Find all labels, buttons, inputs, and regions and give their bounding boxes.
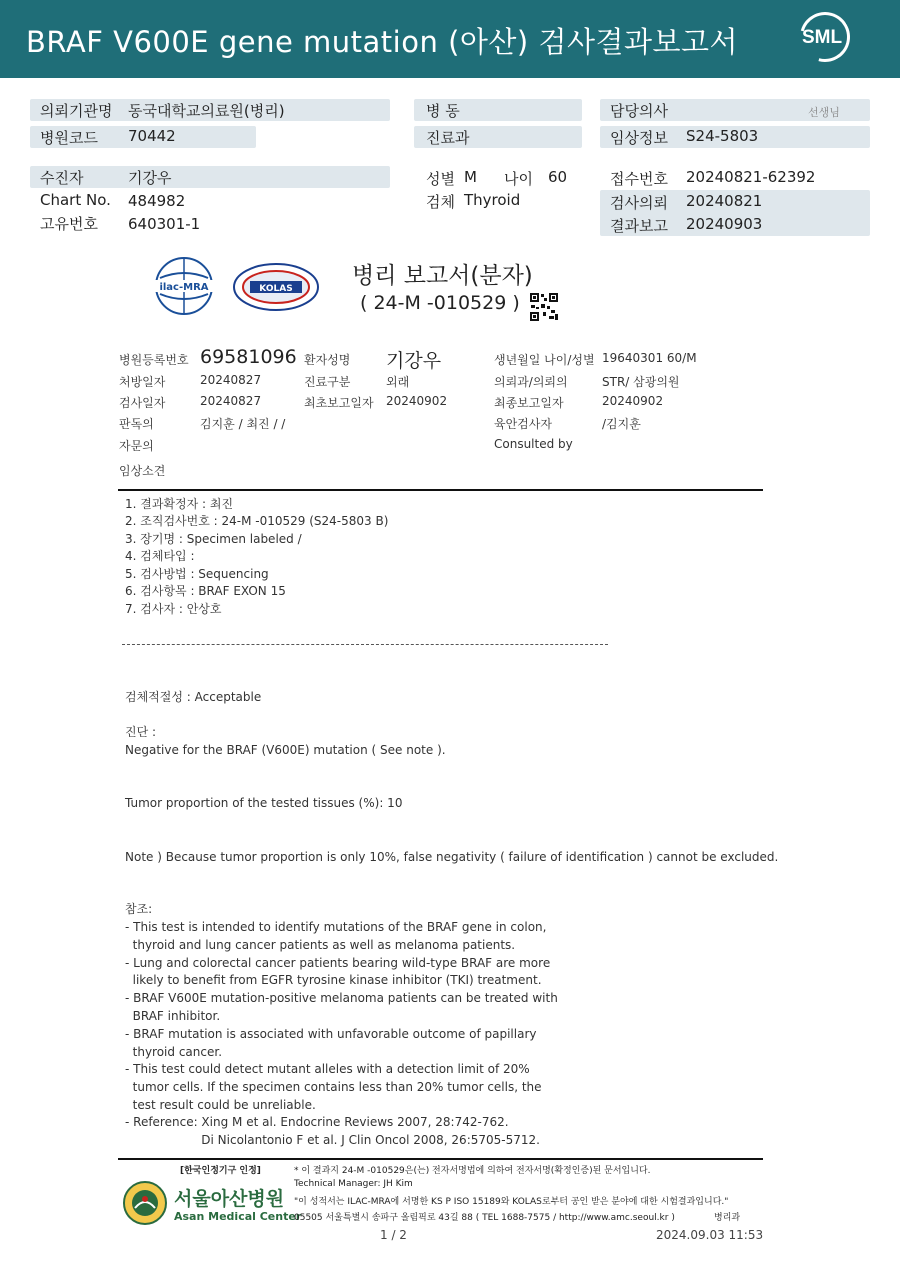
reference-line: thyroid cancer.: [125, 1045, 223, 1059]
specimen-value: Thyroid: [464, 191, 521, 209]
sml-logo: [796, 12, 854, 66]
test-date-value: 20240827: [200, 394, 262, 408]
first-report-value: 20240902: [386, 394, 448, 408]
note-text: Note ) Because tumor proportion is only 10%, false negativity ( failure of identification ) cannot be excluded.: [125, 850, 779, 864]
request-value: 20240821: [686, 192, 763, 210]
prescribed-value: 20240827: [200, 373, 262, 387]
detail-line: 4. 검체타입 :: [125, 549, 195, 563]
receipt-value: 20240821-62392: [686, 168, 816, 186]
final-report-value: 20240902: [602, 394, 664, 408]
sex-value: M: [464, 168, 477, 186]
diagnosis-text: Negative for the BRAF (V600E) mutation ( See note ).: [125, 743, 446, 757]
detail-line: 1. 결과확정자 : 최진: [125, 497, 234, 511]
page-number: 1 / 2: [380, 1228, 407, 1242]
ilac-mra-logo: [152, 256, 216, 316]
ward-label: 병 동: [426, 102, 460, 120]
doctor-label: 담당의사: [610, 102, 668, 120]
footer-address: 05505 서울특별시 송파구 올림픽로 43길 88 ( TEL 1688-7575 / http://www.amc.seoul.kr ): [294, 1213, 675, 1223]
reg-no-label: 병원등록번호: [119, 353, 189, 367]
reference-line: - This test is intended to identify mutations of the BRAF gene in colon,: [125, 920, 547, 934]
footer-manager: Technical Manager: JH Kim: [294, 1179, 413, 1189]
clinical-value: S24-5803: [686, 127, 759, 145]
reference-line: Di Nicolantonio F et al. J Clin Oncol 2008, 26:5705-5712.: [125, 1133, 540, 1147]
age-label: 나이: [504, 170, 533, 188]
detail-line: 6. 검사항목 : BRAF EXON 15: [125, 584, 286, 598]
hospital-code-value: 70442: [128, 127, 176, 145]
header-bar: [0, 0, 900, 78]
detail-line: 2. 조직검사번호 : 24-M -010529 (S24-5803 B): [125, 514, 389, 528]
report-title: 병리 보고서(분자): [352, 263, 533, 289]
chart-label: Chart No.: [40, 191, 111, 209]
asan-emblem-icon: [122, 1180, 168, 1226]
reference-line: - BRAF mutation is associated with unfavorable outcome of papillary: [125, 1027, 537, 1041]
unique-value: 640301-1: [128, 215, 201, 233]
svg-text:ilac-MRA: ilac-MRA: [159, 282, 209, 293]
gross-label: 육안검사자: [494, 417, 552, 431]
reader-label: 판독의: [119, 417, 154, 431]
result-value: 20240903: [686, 215, 763, 233]
final-report-label: 최종보고일자: [494, 396, 564, 410]
diagnosis-label: 진단 :: [125, 725, 157, 739]
divider-top: [118, 489, 763, 491]
specimen-label: 검체: [426, 193, 455, 211]
cert-label: [한국인정기구 인정]: [180, 1166, 261, 1176]
detail-line: 5. 검사방법 : Sequencing: [125, 567, 269, 581]
footer-accreditation: "이 성적서는 ILAC-MRA에 서명한 KS P ISO 15189와 KOLAS로부터 공인 받은 분야에 대한 시험결과입니다.": [294, 1197, 729, 1207]
svg-text:KOLAS: KOLAS: [259, 284, 293, 294]
dept-label-2: 의뢰과/의뢰의: [494, 375, 568, 389]
logo-text: SML: [802, 27, 843, 48]
detail-line: 3. 장기명 : Specimen labeled /: [125, 532, 302, 546]
clinical-findings-label: 임상소견: [119, 464, 166, 478]
reference-line: - Reference: Xing M et al. Endocrine Reviews 2007, 28:742-762.: [125, 1115, 509, 1129]
footer-esign: * 이 결과지 24-M -010529은(는) 전자서명법에 의하여 전자서명(확정인증)된 문서입니다.: [294, 1166, 651, 1176]
gross-value: /김지훈: [602, 417, 641, 431]
adequacy-text: 검체적절성 : Acceptable: [125, 690, 262, 704]
request-label: 검사의뢰: [610, 194, 668, 212]
reference-line: tumor cells. If the specimen contains less than 20% tumor cells, the: [125, 1080, 542, 1094]
qr-code-icon: [529, 292, 559, 322]
chart-value: 484982: [128, 192, 186, 210]
reference-line: likely to benefit from EGFR tyrosine kinase inhibitor (TKI) treatment.: [125, 973, 542, 987]
tumor-proportion: Tumor proportion of the tested tissues (%): 10: [125, 796, 403, 810]
institution-label: 의뢰기관명: [40, 102, 113, 120]
reference-line: test result could be unreliable.: [125, 1098, 316, 1112]
prescribed-label: 처방일자: [119, 375, 166, 389]
divider-bottom: [118, 1158, 763, 1160]
footer-dept: 병리과: [714, 1213, 741, 1223]
dept-value-2: STR/ 삼광의원: [602, 375, 680, 389]
age-value: 60: [548, 168, 568, 186]
consult-label: 자문의: [119, 439, 154, 453]
doctor-suffix: 선생님: [808, 106, 840, 119]
references-label: 참조:: [125, 902, 153, 916]
dashed-divider: [122, 644, 608, 645]
first-report-label: 최초보고일자: [304, 396, 374, 410]
kolas-logo: [232, 262, 320, 312]
unique-label: 고유번호: [40, 215, 98, 233]
receipt-label: 접수번호: [610, 170, 668, 188]
reference-line: - Lung and colorectal cancer patients bearing wild-type BRAF are more: [125, 956, 551, 970]
test-date-label: 검사일자: [119, 396, 166, 410]
dob-value: 19640301 60/M: [602, 351, 697, 365]
page-title: BRAF V600E gene mutation (아산) 검사결과보고서: [26, 25, 739, 59]
reference-line: BRAF inhibitor.: [125, 1009, 221, 1023]
hospital-name-kr: 서울아산병원: [174, 1188, 285, 1210]
patient-value: 기강우: [128, 169, 172, 187]
institution-value: 동국대학교의료원(병리): [128, 102, 285, 120]
hospital-name-en: Asan Medical Center: [174, 1210, 302, 1223]
name-label: 환자성명: [304, 353, 351, 367]
report-number: ( 24-M -010529 ): [360, 292, 520, 314]
sex-label: 성별: [426, 170, 455, 188]
hospital-code-label: 병원코드: [40, 129, 98, 147]
reference-line: thyroid and lung cancer patients as well as melanoma patients.: [125, 938, 516, 952]
detail-line: 7. 검사자 : 안상호: [125, 602, 222, 616]
print-timestamp: 2024.09.03 11:53: [656, 1228, 764, 1242]
patient-label: 수진자: [40, 169, 84, 187]
reg-no-value: 69581096: [200, 346, 297, 368]
clinical-label: 임상정보: [610, 129, 668, 147]
reader-value: 김지훈 / 최진 / /: [200, 417, 286, 431]
visit-value: 외래: [386, 375, 410, 389]
dob-label: 생년월일 나이/성별: [494, 353, 595, 367]
patient-row: [30, 166, 390, 188]
result-label: 결과보고: [610, 217, 668, 235]
reference-line: - This test could detect mutant alleles with a detection limit of 20%: [125, 1062, 530, 1076]
name-value: 기강우: [386, 350, 442, 372]
dept-label: 진료과: [426, 129, 470, 147]
consulted-by: Consulted by: [494, 437, 573, 451]
reference-line: - BRAF V600E mutation-positive melanoma patients can be treated with: [125, 991, 558, 1005]
visit-label: 진료구분: [304, 375, 351, 389]
